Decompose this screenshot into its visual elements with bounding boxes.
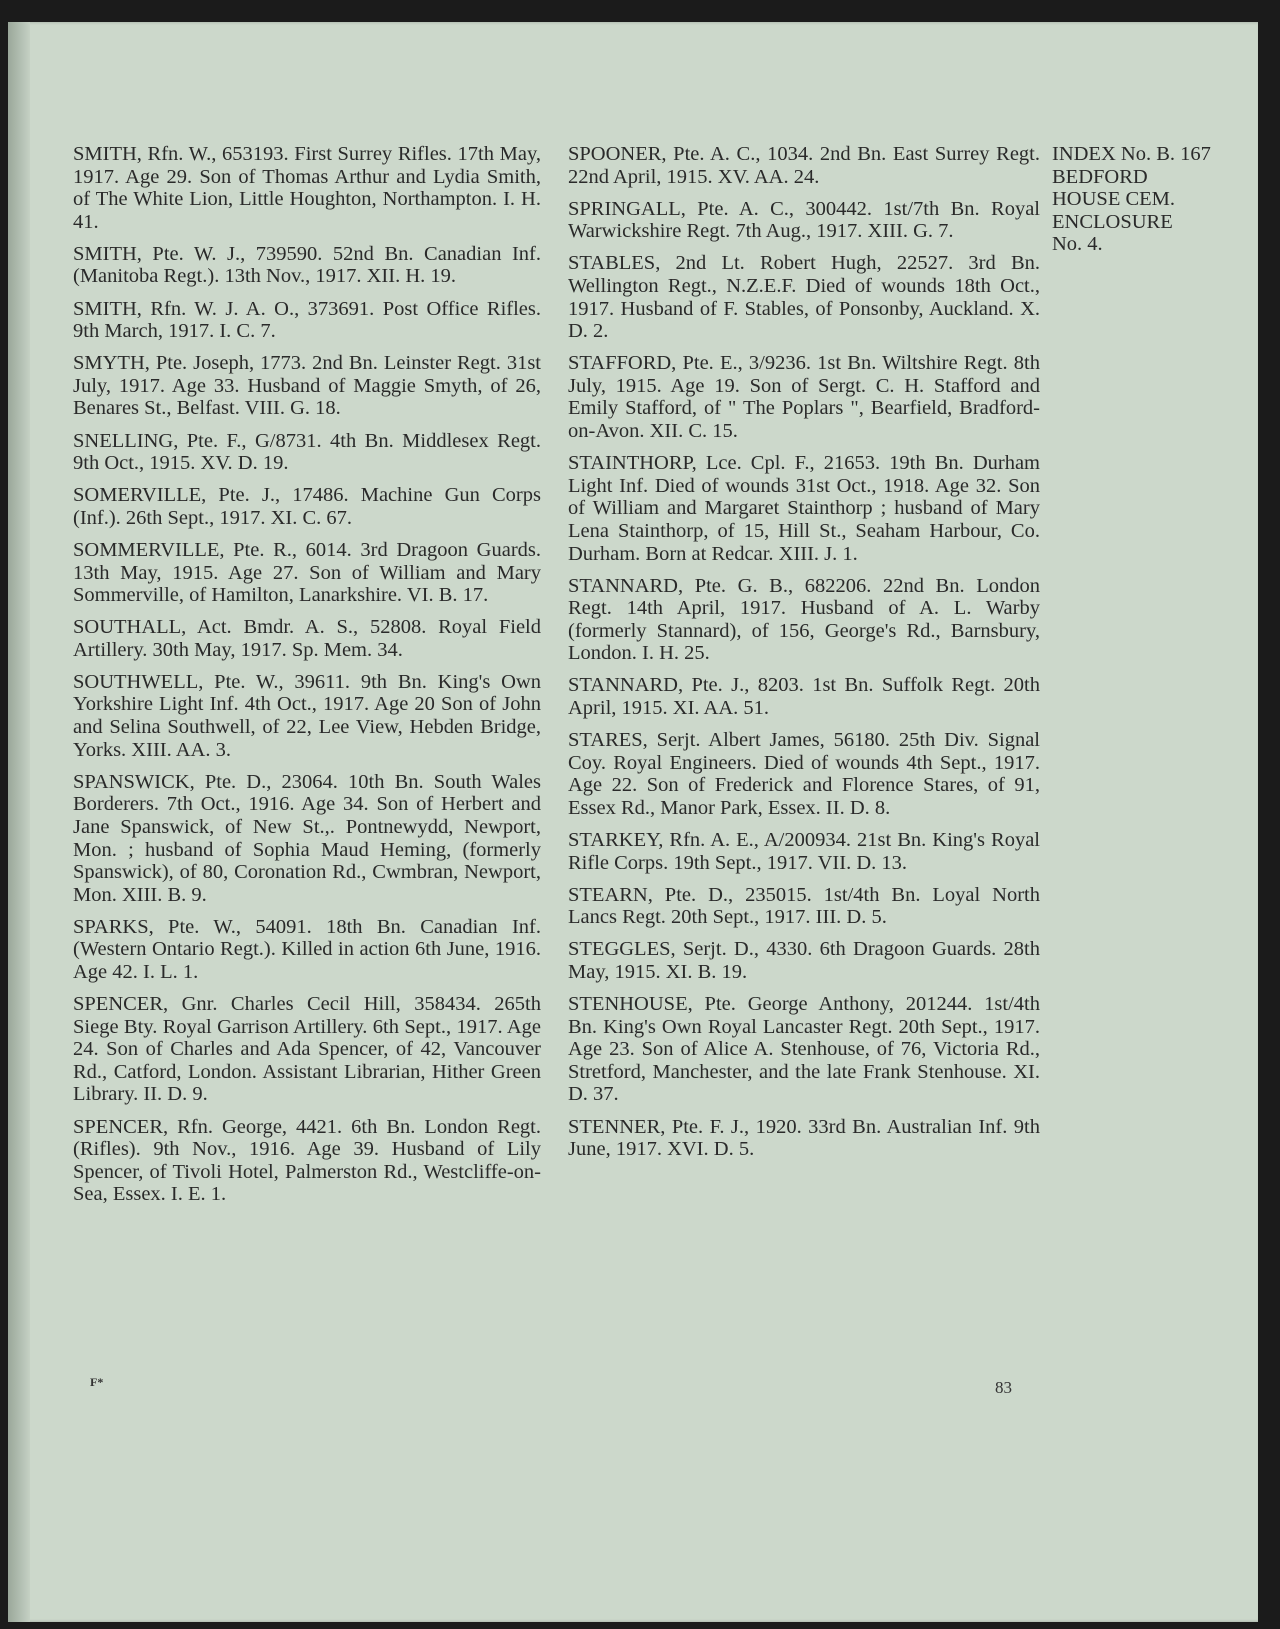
cemetery-name: BEDFORD [1052, 165, 1148, 188]
register-entry: STANNARD, Pte. J., 8203. 1st Bn. Suffolk Regt. 20th April, 1915. XI. AA. 51. [568, 674, 1040, 720]
register-entry: SOMMERVILLE, Pte. R., 6014. 3rd Dragoon Guards. 13th May, 1915. Age 27. Son of William and Mary Sommerville, of Hamilton, Lanarkshire. VI. B. 17. [73, 538, 541, 607]
left-column [73, 143, 541, 1215]
register-entry: SOMERVILLE, Pte. J., 17486. Machine Gun Corps (Inf.). 26th Sept., 1917. XI. C. 67. [73, 484, 541, 529]
register-entry: SOUTHALL, Act. Bmdr. A. S., 52808. Royal Field Artillery. 30th May, 1917. Sp. Mem. 34. [73, 616, 541, 661]
register-entry: SOUTHWELL, Pte. W., 39611. 9th Bn. King's Own Yorkshire Light Inf. 4th Oct., 1917. Age 20 Son of John and Selina Southwell, of 22, Lee View, Hebden Bridge, Yorks. XIII. AA. 3. [73, 670, 541, 761]
register-entry: SPANSWICK, Pte. D., 23064. 10th Bn. South Wales Borderers. 7th Oct., 1916. Age 34. Son of Herbert and Jane Spanswick, of New St.,. Pontnewydd, Newport, Mon. ; husband of Sophia Maud Heming, (formerly Spanswick), of 80, Coronation Rd., Cwmbran, Newport, Mon. XIII. B. 9. [73, 770, 541, 906]
register-entry: SPRINGALL, Pte. A. C., 300442. 1st/7th Bn. Royal Warwickshire Regt. 7th Aug., 1917. XIII. G. 7. [568, 197, 1040, 243]
register-entry: STARES, Serjt. Albert James, 56180. 25th Div. Signal Coy. Royal Engineers. Died of wounds 4th Sept., 1917. Age 22. Son of Frederick and Florence Stares, of 91, Essex Rd., Manor Park, Essex. II. D. 8. [568, 729, 1040, 819]
index-number: INDEX No. B. 167 [1052, 143, 1211, 165]
register-entry: SMYTH, Pte. Joseph, 1773. 2nd Bn. Leinster Regt. 31st July, 1917. Age 33. Husband of Maggie Smyth, of 26, Benares St., Belfast. VIII. G. 18. [73, 352, 541, 420]
register-entry: SPOONER, Pte. A. C., 1034. 2nd Bn. East Surrey Regt. 22nd April, 1915. XV. AA. 24. [568, 143, 1040, 188]
register-entry: STABLES, 2nd Lt. Robert Hugh, 22527. 3rd Bn. Wellington Regt., N.Z.E.F. Died of wounds 18th Oct., 1917. Husband of F. Stables, of Ponsonby, Auckland. X. D. 2. [568, 252, 1040, 343]
right-column [568, 143, 1040, 1170]
register-entry: SMITH, Rfn. W. J. A. O., 373691. Post Office Rifles. 9th March, 1917. I. C. 7. [73, 297, 541, 343]
register-entry: SPENCER, Gnr. Charles Cecil Hill, 358434. 265th Siege Bty. Royal Garrison Artillery. 6th Sept., 1917. Age 24. Son of Charles and Ada Spencer, of 42, Vancouver Rd., Catford, London. Assistant Librarian, Hither Green Library. II. D. 9. [73, 993, 541, 1106]
signature-mark: F* [90, 1375, 104, 1389]
page-number: 83 [995, 1378, 1012, 1397]
register-entry: STAFFORD, Pte. E., 3/9236. 1st Bn. Wiltshire Regt. 8th July, 1915. Age 19. Son of Sergt. C. H. Stafford and Emily Stafford, of " The Poplars ", Bearfield, Bradford-on-Avon. XII. C. 15. [568, 352, 1040, 443]
register-entry: STEGGLES, Serjt. D., 4330. 6th Dragoon Guards. 28th May, 1915. XI. B. 19. [568, 938, 1040, 983]
enclosure-number: No. 4. [1052, 233, 1103, 256]
register-entry: STEARN, Pte. D., 235015. 1st/4th Bn. Loyal North Lancs Regt. 20th Sept., 1917. III. D. 5. [568, 883, 1040, 929]
enclosure-label: ENCLOSURE [1052, 210, 1173, 233]
register-entry: STANNARD, Pte. G. B., 682206. 22nd Bn. London Regt. 14th April, 1917. Husband of A. L. Warby (formerly Stannard), of 156, George's Rd., Barnsbury, London. I. H. 25. [568, 574, 1040, 665]
register-entry: SPENCER, Rfn. George, 4421. 6th Bn. London Regt. (Rifles). 9th Nov., 1916. Age 39. Husband of Lily Spencer, of Tivoli Hotel, Palmerston Rd., Westcliffe-on-Sea, Essex. I. E. 1. [73, 1115, 541, 1206]
register-entry: SMITH, Rfn. W., 653193. First Surrey Rifles. 17th May, 1917. Age 29. Son of Thomas Arthur and Lydia Smith, of The White Lion, Little Houghton, Northampton. I. H. 41. [73, 143, 541, 233]
register-entry: SPARKS, Pte. W., 54091. 18th Bn. Canadian Inf. (Western Ontario Regt.). Killed in action 6th June, 1916. Age 42. I. L. 1. [73, 915, 541, 983]
index-header [1052, 143, 1252, 256]
register-entry: STENNER, Pte. F. J., 1920. 33rd Bn. Australian Inf. 9th June, 1917. XVI. D. 5. [568, 1115, 1040, 1161]
page-binding-edge [8, 22, 30, 1622]
register-entry: SNELLING, Pte. F., G/8731. 4th Bn. Middlesex Regt. 9th Oct., 1915. XV. D. 19. [73, 429, 541, 475]
register-entry: STARKEY, Rfn. A. E., A/200934. 21st Bn. King's Royal Rifle Corps. 19th Sept., 1917. VII. D. 13. [568, 829, 1040, 874]
register-entry: SMITH, Pte. W. J., 739590. 52nd Bn. Canadian Inf. (Manitoba Regt.). 13th Nov., 1917. XII. H. 19. [73, 242, 541, 288]
register-entry: STENHOUSE, Pte. George Anthony, 201244. 1st/4th Bn. King's Own Royal Lancaster Regt. 20th Sept., 1917. Age 23. Son of Alice A. Stenhouse, of 76, Victoria Rd., Stretford, Manchester, and the late Frank Stenhouse. XI. D. 37. [568, 993, 1040, 1106]
cemetery-name-cont: HOUSE CEM. [1052, 188, 1176, 211]
register-entry: STAINTHORP, Lce. Cpl. F., 21653. 19th Bn. Durham Light Inf. Died of wounds 31st Oct., 1918. Age 32. Son of William and Margaret Stainthorp ; husband of Mary Lena Stainthorp, of 15, Hill St., Seaham Harbour, Co. Durham. Born at Redcar. XIII. J. 1. [568, 452, 1040, 565]
